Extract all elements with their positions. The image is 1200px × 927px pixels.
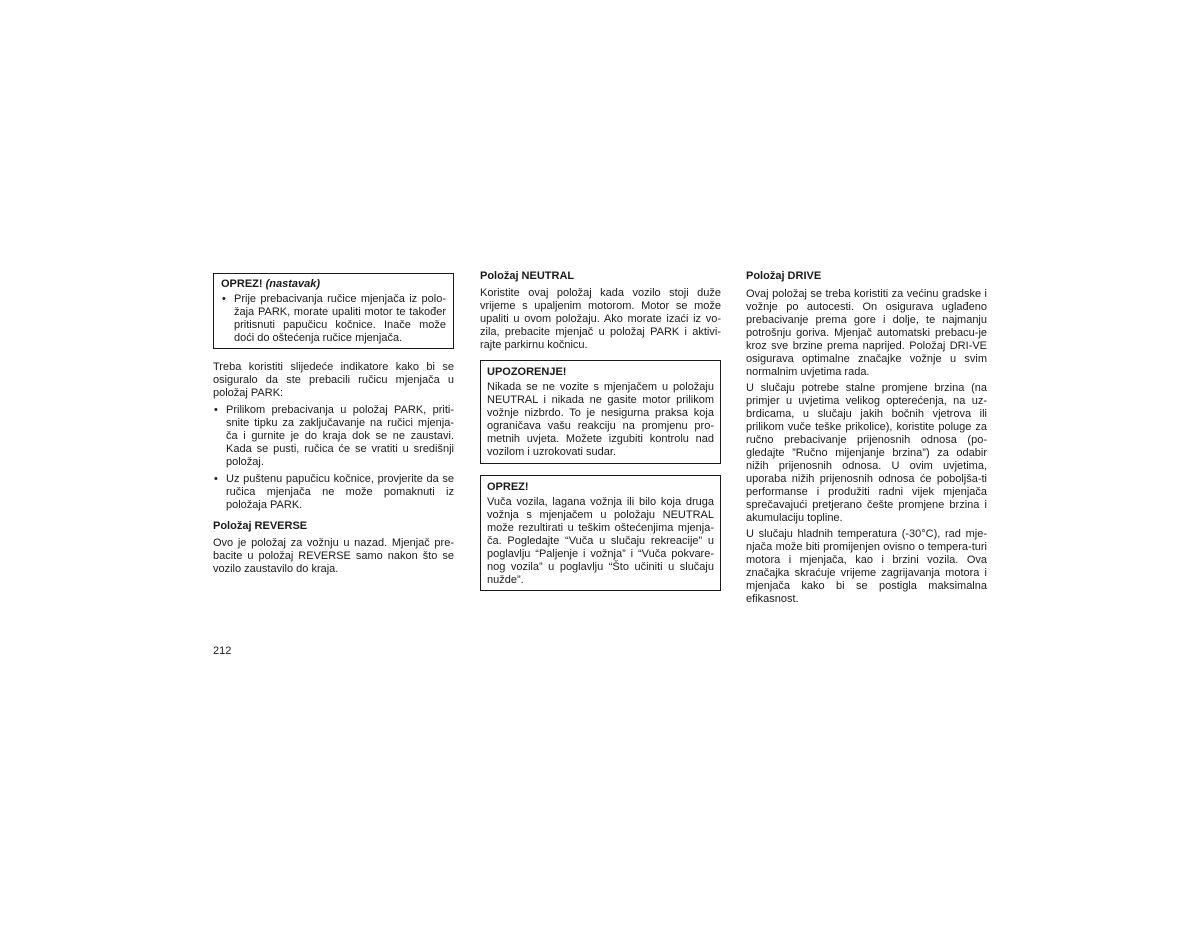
neutral-heading: Položaj NEUTRAL (480, 270, 575, 282)
list-item: • Uz puštenu papučicu kočnice, provjerite da se ručica mjenjača ne može pomaknuti iz položaja PARK. (213, 473, 454, 512)
drive-paragraph-3: U slučaju hladnih temperatura (-30°C), rad mje-njača može biti promijenjen ovisno o tempera-turi motora i mjenjača, kao i brzini vozila. Ova značajka skraćuje vrijeme zagrijavanja motora i mjenjača kako bi se postigla maksimalna efikasnost. (746, 528, 987, 605)
reverse-heading: Položaj REVERSE (213, 520, 308, 532)
warning-title: UPOZORENJE! (487, 366, 567, 378)
caution-title (221, 278, 446, 291)
caution-title-continued: (nastavak) (265, 278, 321, 290)
caution-text: Vuča vozila, lagana vožnja ili bilo koja druga vožnja s mjenjačem u položaju NEUTRAL može rezultirati u teškim oštećenjima mjenja-ča. Pogledajte “Vuča u slučaju rekreacije” u poglavlju “Paljenje i vožnja” i “Vuča pokvare-nog vozila” u poglavlju “Što učiniti u slučaju nužde”. (487, 496, 714, 586)
warning-text: Nikada se ne vozite s mjenjačem u položaju NEUTRAL i nikada ne gasite motor prilikom vožnje nizbrdo. To je nesigurna praksa koja ograničava vašu reakciju na promjenu pro-metnih uvjeta. Možete izgubiti kontrolu nad vozilom i uzrokovati sudar. (487, 381, 714, 458)
intro-paragraph: Treba koristiti slijedeće indikatore kako bi se osiguralo da ste prebacili ručicu mjenjača u položaj PARK: (213, 361, 454, 399)
drive-heading: Položaj DRIVE (746, 270, 822, 282)
reverse-paragraph: Ovo je položaj za vožnju u nazad. Mjenjač pre-bacite u položaj REVERSE samo nakon što se vozilo zaustavilo do kraja. (213, 537, 454, 575)
drive-paragraph-2: U slučaju potrebe stalne promjene brzina (na primjer u uvjetima velikog opterećenja, na uz-brdicama, u slučaju jakih bočnih vjetrova ili prilikom vuče teške prikolice), koristite poluge za ručno prebacivanje prijenosnih odnosa (po-gledajte ”Ručno mijenjanje brzina”) za odabir nižih prijenosnih odnosa. U ovim uvjetima, uporaba nižih prijenosnih odnosa će poboljša-ti performanse i produžiti radni vijek mjenjača sprečavajući pretjerano češte promjene brzina i akumulaciju topline. (746, 382, 987, 524)
warning-box (480, 360, 721, 464)
neutral-paragraph: Koristite ovaj položaj kada vozilo stoji duže vrijeme s upaljenim motorom. Motor se može upaliti u ovom položaju. Ako morate izaći iz vo-zila, prebacite mjenjač u položaj PARK i aktivi-rajte parkirnu kočnicu. (480, 287, 721, 351)
caution-bullets (221, 293, 446, 345)
drive-paragraph-1: Ovaj položaj se treba koristiti za većinu gradske i vožnje po autocesti. On osigurava uglađeno prebacivanje prema gore i dolje, te najmanju potrošnju goriva. Mjenjač automatski prebacu-je kroz sve brzine prema naprijed. Položaj DRI-VE osigurava optimalne značajke vožnje u svim normalnim uvjetima rada. (746, 288, 987, 378)
caution-title-text: OPREZ! (221, 278, 263, 290)
caution-title: OPREZ! (487, 481, 529, 493)
indicator-list (213, 404, 454, 512)
page-number: 212 (213, 645, 232, 657)
list-item: • Prilikom prebacivanja u položaj PARK, priti-snite tipku za zaključavanje na ručici mjenja-ča i gurnite je do kraja dok se ne zaustavi. Kada se pusti, ručica će se vratiti u središnji položaj. (213, 404, 454, 469)
caution-box (480, 475, 721, 591)
caution-bullet: • Prije prebacivanja ručice mjenjača iz polo-žaja PARK, morate upaliti motor te također pritisnuti papučicu kočnice. Inače može doći do oštećenja ručice mjenjača. (221, 293, 446, 345)
caution-box-continued (213, 273, 454, 349)
